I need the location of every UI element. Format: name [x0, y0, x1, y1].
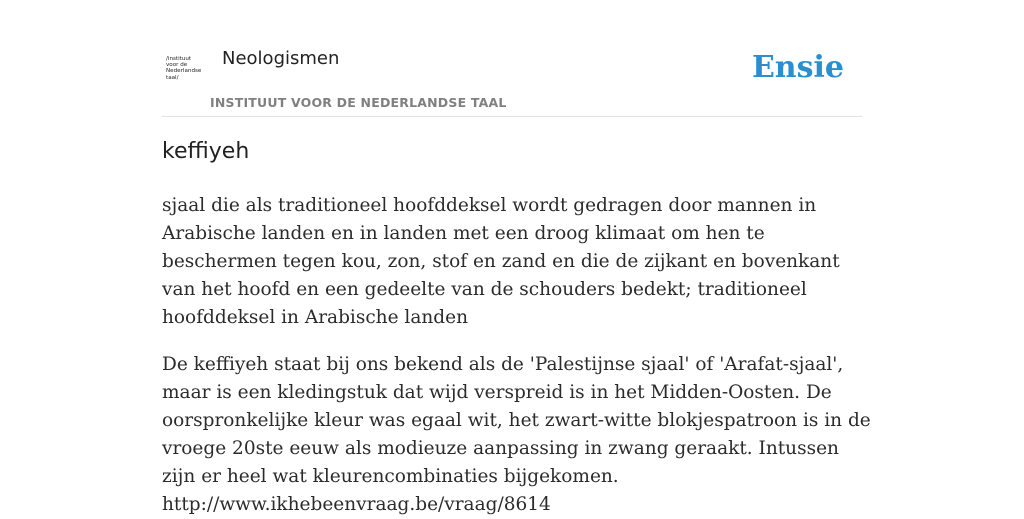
logo-line: voor de — [166, 62, 188, 69]
header — [162, 44, 862, 117]
ensie-logo[interactable]: Ensie — [751, 50, 844, 85]
site-subtitle: INSTITUUT VOOR DE NEDERLANDSE TAAL — [210, 95, 507, 110]
entry-definition: sjaal die als traditioneel hoofddeksel wordt gedragen door mannen in Arabische landen en in landen met een droog klimaat om hen te beschermen tegen kou, zon, stof en zand en die de zijkant en bovenkant van het hoofd en een gedeelte van de schouders bedekt; traditioneel hoofddeksel in Arabische landen — [162, 195, 840, 328]
site-name[interactable]: Neologismen — [222, 48, 340, 69]
source-link[interactable]: http://www.ikhebeenvraag.be/vraag/8614 — [162, 494, 551, 515]
institute-logo[interactable] — [166, 56, 206, 81]
entry-content — [162, 192, 872, 519]
entry-term: keffiyeh — [162, 139, 250, 164]
logo-line: taal/ — [166, 74, 179, 81]
entry-explanation: De keffiyeh staat bij ons bekend als de 'Palestijnse sjaal' of 'Arafat-sjaal', maar is een kledingstuk dat wijd verspreid is in het Midden-Oosten. De oorspronkelijke kleur was egaal wit, het zwart-witte blokjespatroon is in de vroege 20ste eeuw als modieuze aanpassing in zwang geraakt. Intussen zijn er heel wat kleurencombinaties bijgekomen. — [162, 354, 871, 487]
logo-line: Nederlandse — [166, 68, 202, 75]
logo-line: /instituut — [166, 56, 192, 62]
